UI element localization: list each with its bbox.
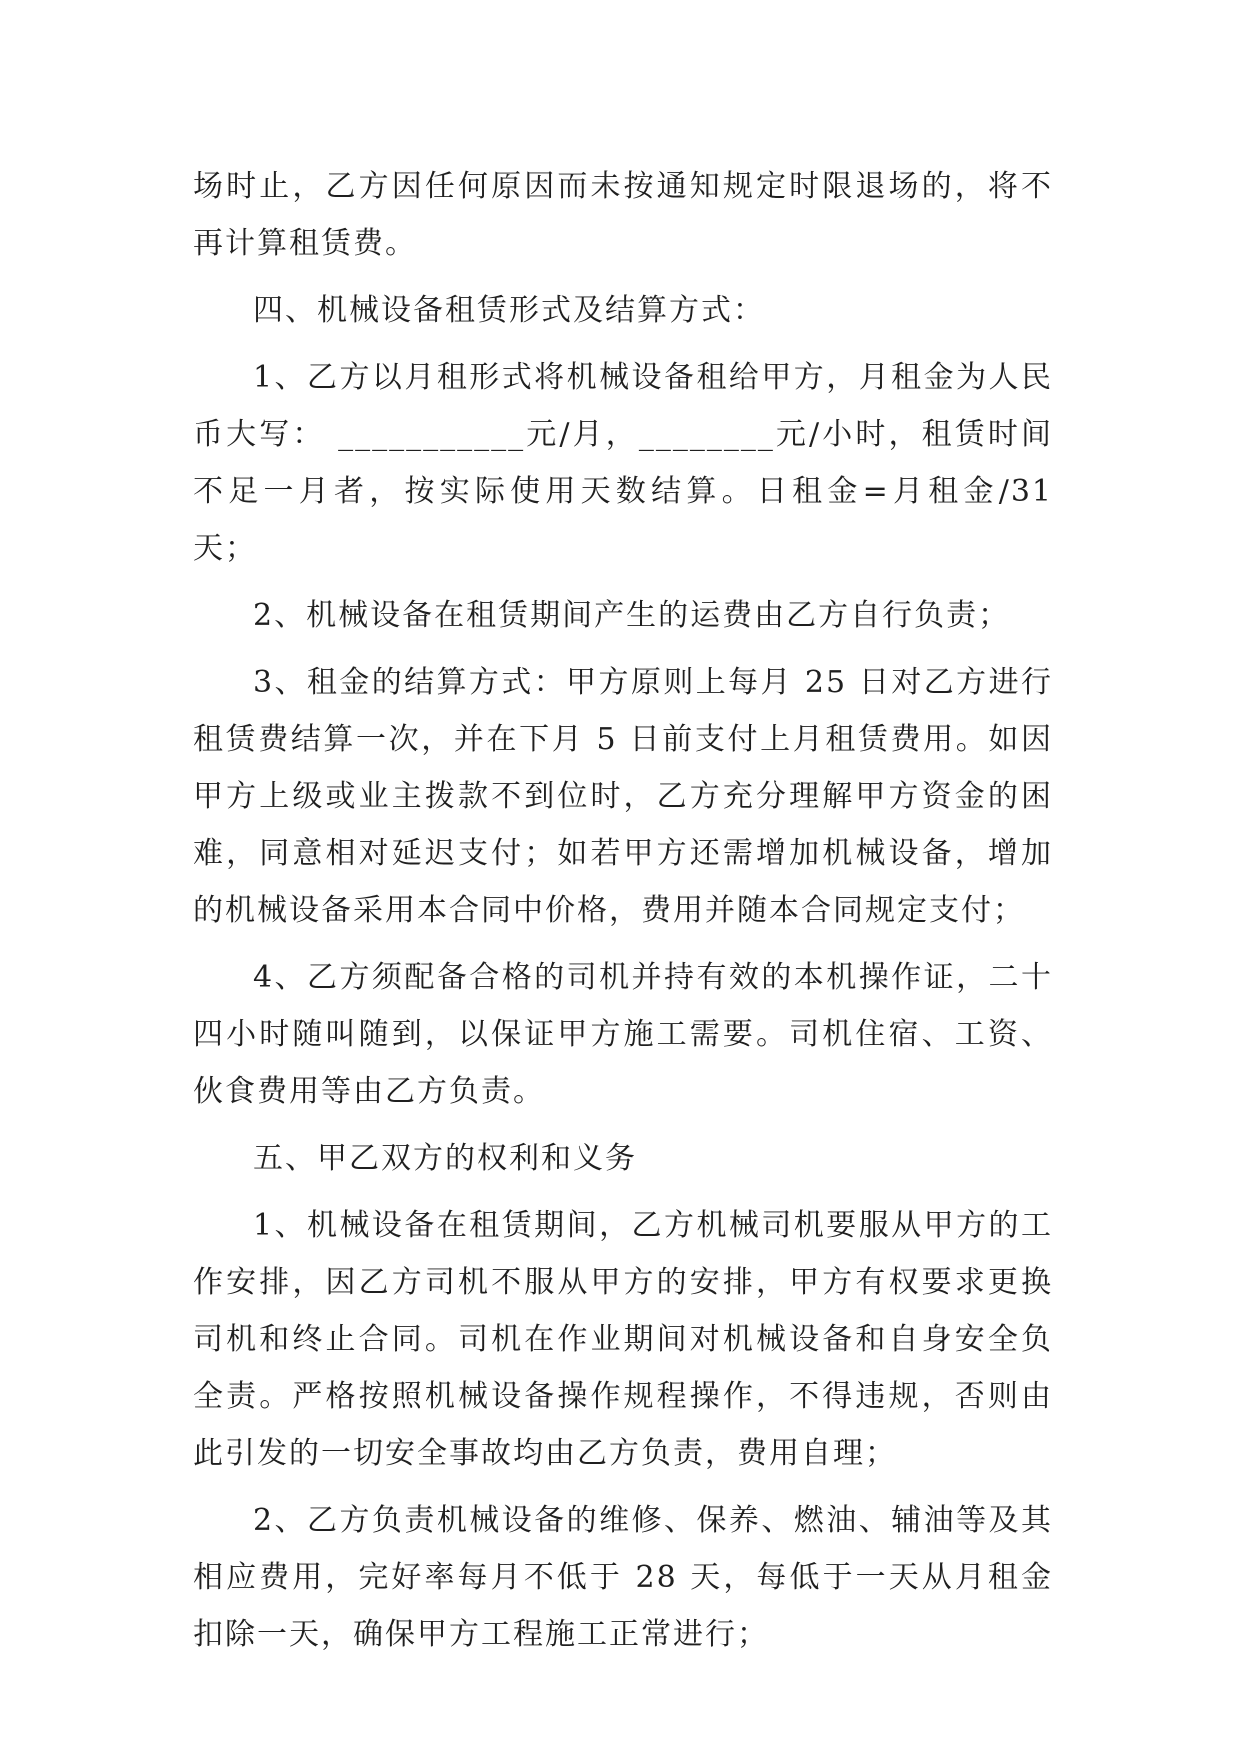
clause-4-3: 3、租金的结算方式：甲方原则上每月 25 日对乙方进行租赁费结算一次，并在下月 5 日前支付上月租赁费用。如因甲方上级或业主拨款不到位时，乙方充分理解甲方资金的困难，同意相对延迟支付；如若甲方还需增加机械设备，增加的机械设备采用本合同中价格，费用并随本合同规定支付； (193, 665, 1053, 928)
paragraph-continuation: 场时止，乙方因任何原因而未按通知规定时限退场的，将不再计算租赁费。 (193, 169, 1053, 261)
document-body (193, 158, 1053, 1673)
clause-5-1: 1、机械设备在租赁期间，乙方机械司机要服从甲方的工作安排，因乙方司机不服从甲方的安排，甲方有权要求更换司机和终止合同。司机在作业期间对机械设备和自身安全负全责。严格按照机械设备操作规程操作，不得违规，否则由此引发的一切安全事故均由乙方负责，费用自理； (193, 1208, 1053, 1471)
section-heading-five: 五、甲乙双方的权利和义务 (253, 1141, 637, 1176)
clause-4-2: 2、机械设备在租赁期间产生的运费由乙方自行负责； (253, 598, 1011, 633)
clause-5-2: 2、乙方负责机械设备的维修、保养、燃油、辅油等及其相应费用，完好率每月不低于 28 天，每低于一天从月租金扣除一天，确保甲方工程施工正常进行； (193, 1503, 1053, 1652)
clause-4-1: 1、乙方以月租形式将机械设备租给甲方，月租金为人民币大写： ___________元/月，________元/小时，租赁时间不足一月者，按实际使用天数结算。日租金=月租金/31 天； (193, 360, 1053, 566)
clause-4-4: 4、乙方须配备合格的司机并持有效的本机操作证，二十四小时随叫随到，以保证甲方施工需要。司机住宿、工资、伙食费用等由乙方负责。 (193, 960, 1053, 1109)
section-heading-four: 四、机械设备租赁形式及结算方式： (253, 293, 765, 328)
